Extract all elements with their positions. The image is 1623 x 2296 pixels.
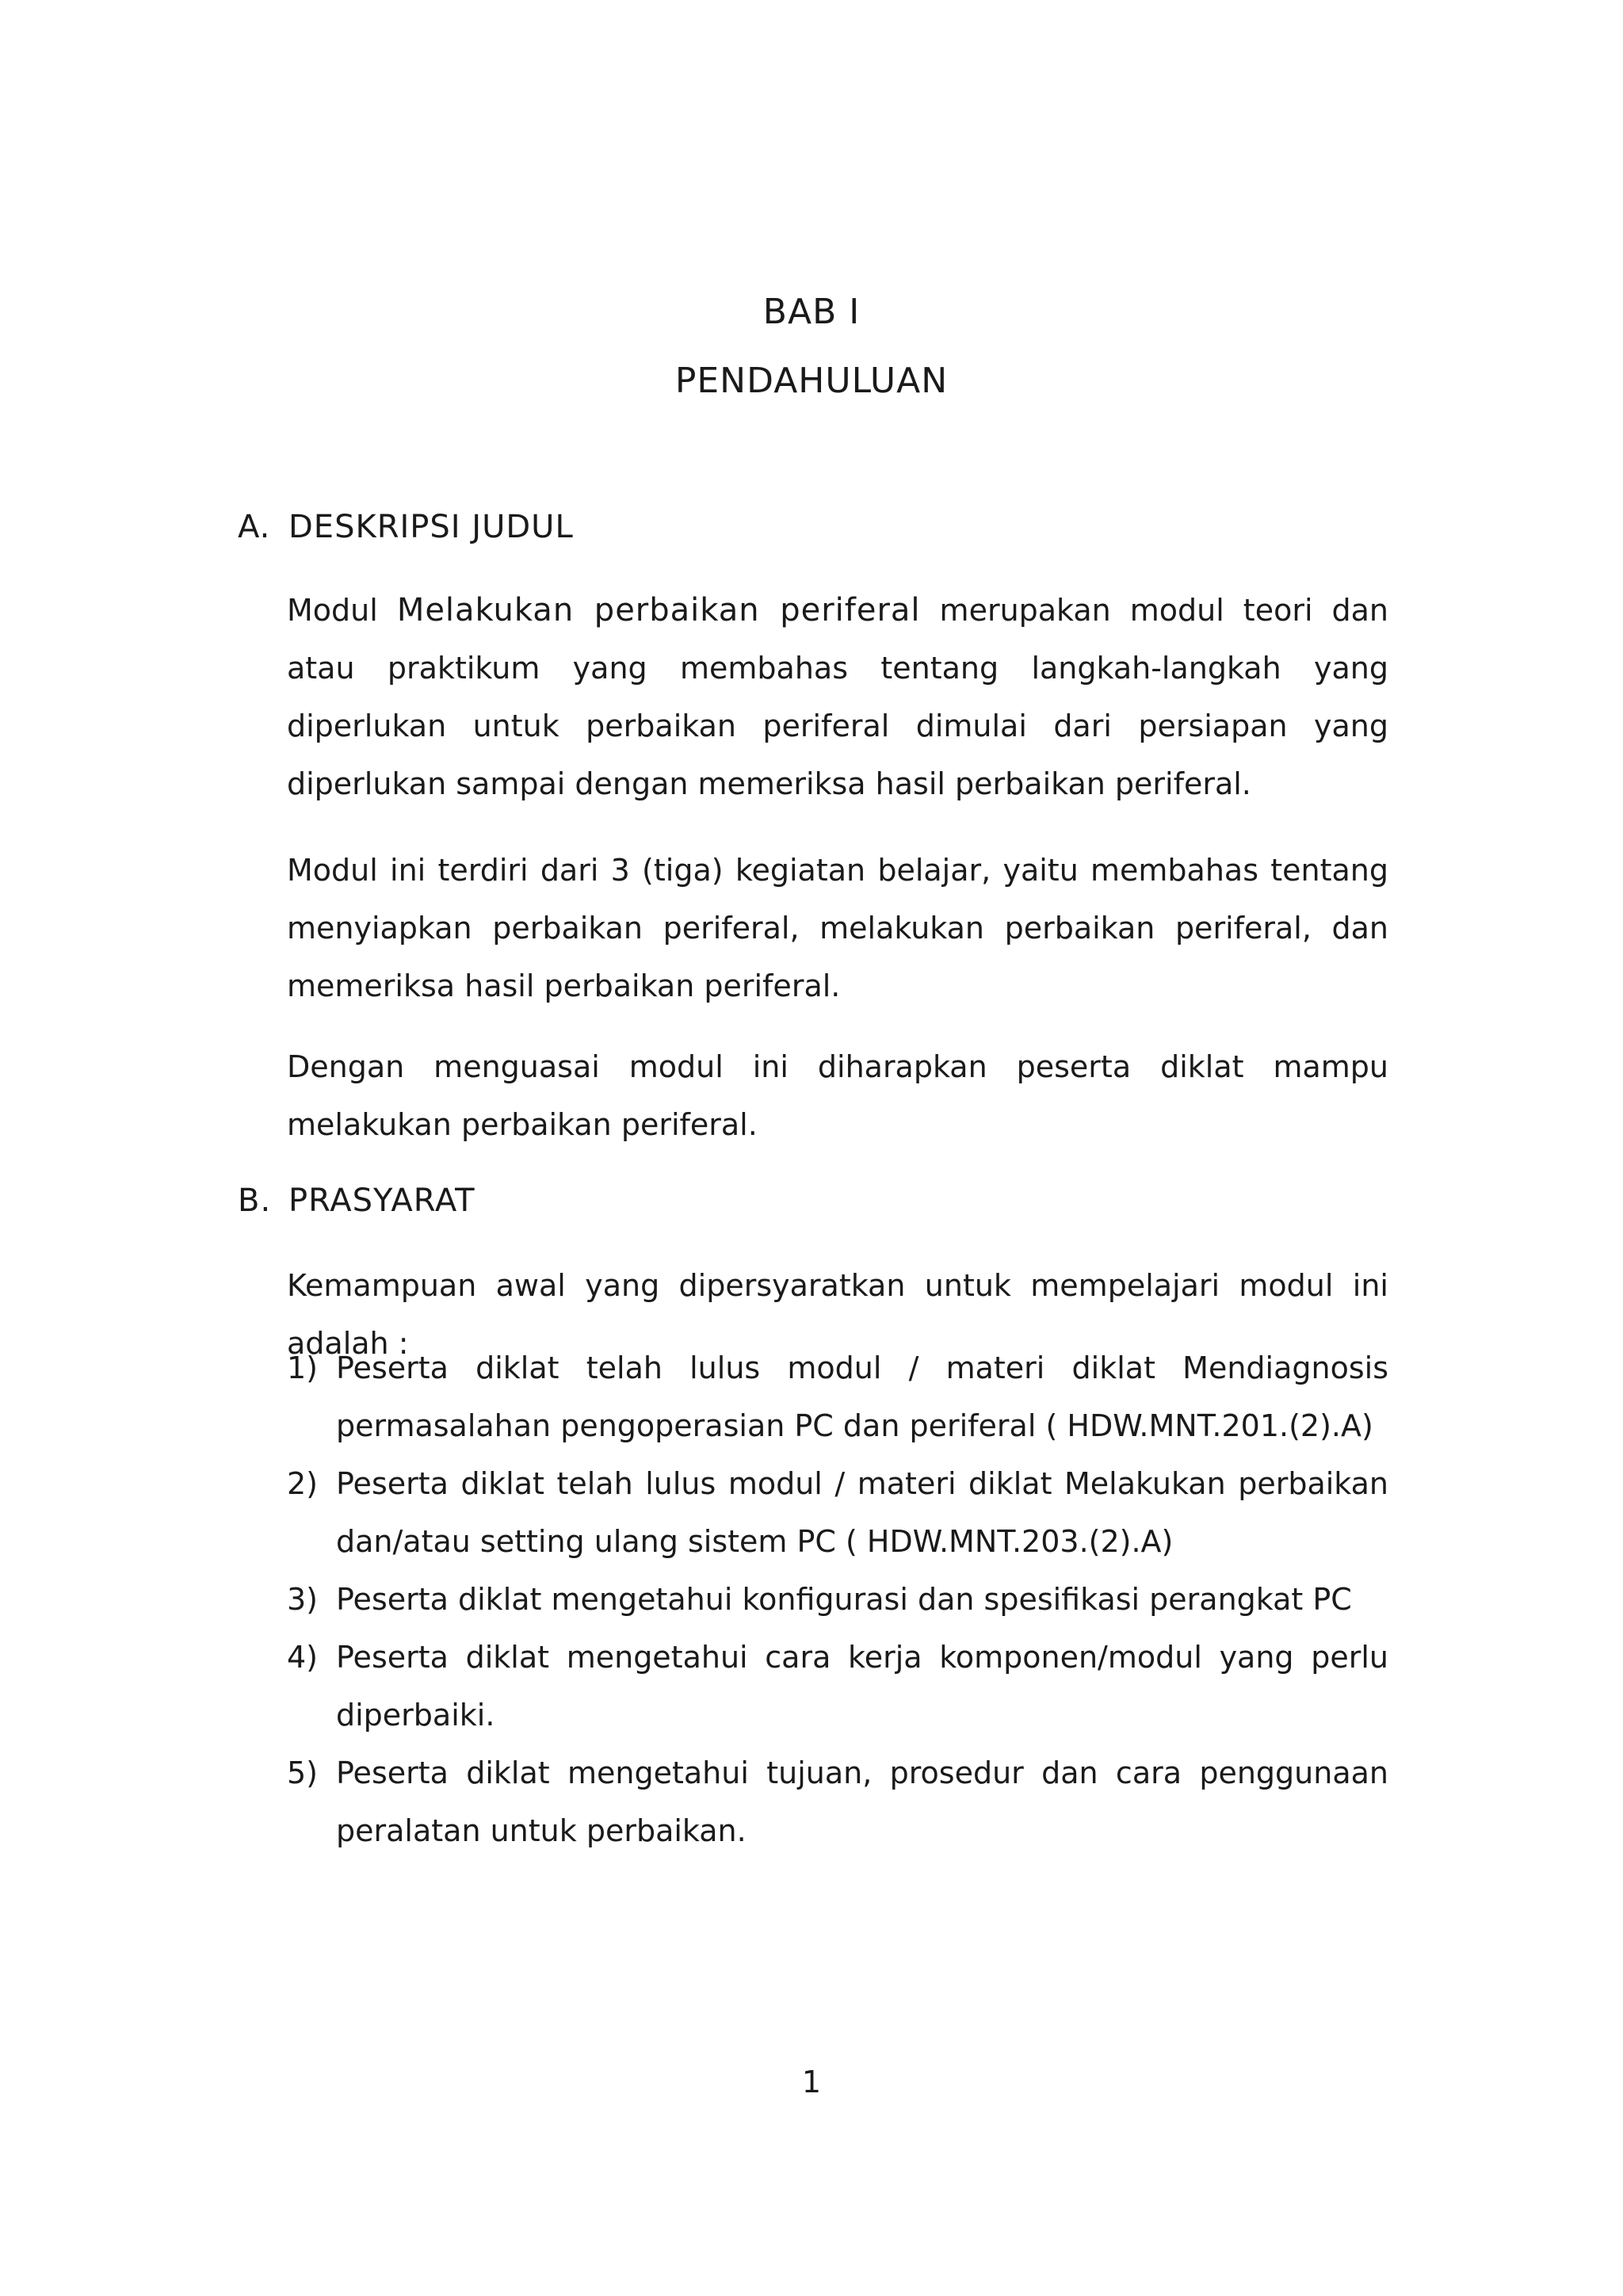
list-item-text: Peserta diklat mengetahui cara kerja komponen/modul yang perlu diperbaiki. [336, 1640, 1388, 1733]
section-a-title: DESKRIPSI JUDUL [288, 509, 574, 545]
list-item [287, 1744, 1388, 1860]
chapter-title: PENDAHULUAN [674, 361, 949, 401]
list-item-text: Peserta diklat mengetahui tujuan, prosedur dan cara penggunaan peralatan untuk perbaikan. [336, 1755, 1388, 1848]
list-item [287, 1455, 1388, 1571]
section-b-intro: Kemampuan awal yang dipersyaratkan untuk mempelajari modul ini adalah : [287, 1268, 1388, 1361]
prerequisite-list [287, 1339, 1388, 1860]
chapter-label: BAB I [762, 292, 861, 332]
page-number: 1 [801, 2065, 822, 2099]
list-item-number: 3) [287, 1582, 319, 1617]
list-item-text: Peserta diklat telah lulus modul / materi diklat Mendiagnosis permasalahan pengoperasian PC dan periferal ( HDW.MNT.201.(2).A) [336, 1350, 1388, 1443]
list-item-number: 1) [287, 1350, 319, 1385]
list-item [287, 1571, 1388, 1629]
section-a-paragraph-2: Modul ini terdiri dari 3 (tiga) kegiatan belajar, yaitu membahas tentang menyiapkan perbaikan periferal, melakukan perbaikan periferal, dan memeriksa hasil perbaikan periferal. [287, 853, 1388, 1003]
list-item-text: Peserta diklat mengetahui konfigurasi dan spesifikasi perangkat PC [336, 1582, 1352, 1617]
section-a-paragraph-1 [287, 582, 1388, 813]
section-a-heading [238, 509, 574, 545]
list-item-text: Peserta diklat telah lulus modul / materi diklat Melakukan perbaikan dan/atau setting ulang sistem PC ( HDW.MNT.203.(2).A) [336, 1466, 1388, 1559]
list-item [287, 1339, 1388, 1455]
section-a-paragraph-3: Dengan menguasai modul ini diharapkan peserta diklat mampu melakukan perbaikan periferal. [287, 1049, 1388, 1142]
list-item-number: 5) [287, 1755, 319, 1790]
section-b-letter: B. [238, 1182, 272, 1219]
paragraph-lead: Modul [287, 593, 397, 628]
list-item [287, 1629, 1388, 1744]
list-item-number: 2) [287, 1466, 319, 1501]
module-title-emphasis: Melakukan perbaikan periferal [396, 592, 921, 628]
section-b-heading [238, 1182, 475, 1219]
section-b-title: PRASYARAT [288, 1182, 475, 1219]
section-a-letter: A. [238, 509, 271, 545]
list-item-number: 4) [287, 1640, 319, 1675]
paragraph-rest: merupakan modul teori dan atau praktikum yang membahas tentang langkah-langkah yang diperlukan untuk perbaikan periferal dimulai dari persiapan yang diperlukan sampai dengan memeriksa hasil perbaikan periferal. [287, 593, 1388, 801]
